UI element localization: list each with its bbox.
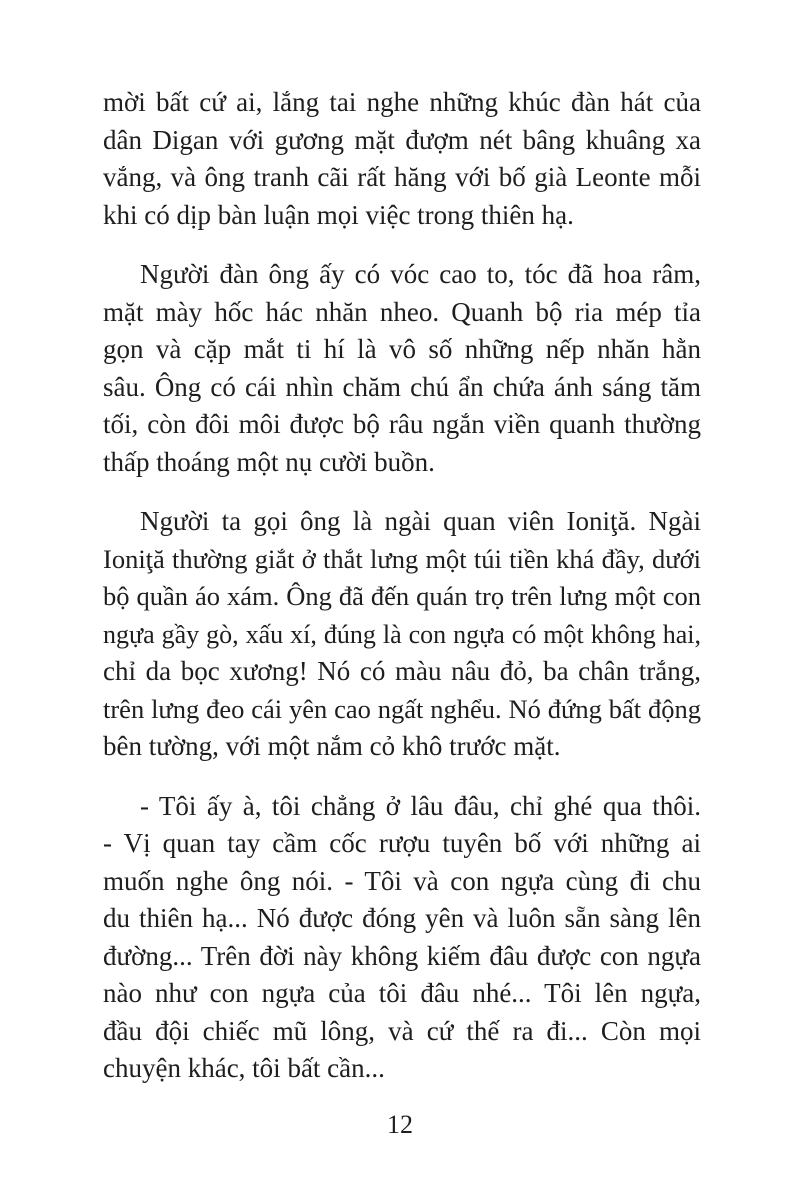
paragraph-2 [103, 256, 701, 481]
body-text [103, 84, 701, 1110]
text-line: muốn nghe ông nói. - Tôi và con ngựa cùng đi chu [103, 865, 701, 896]
text-line: chuyện khác, tôi bất cần... [103, 1053, 385, 1083]
text-line: bên tường, với một nắm cỏ khô trước mặt. [103, 731, 561, 761]
text-line: gọn và cặp mắt ti hí là vô số những nếp nhăn hằn [103, 334, 701, 364]
text-line: tối, còn đôi môi được bộ râu ngắn viền quanh thường [103, 409, 701, 439]
text-line: bộ quần áo xám. Ông đã đến quán trọ trên lưng một con [103, 581, 701, 611]
text-line: mời bất cứ ai, lắng tai nghe những khúc đàn hát của [103, 87, 701, 117]
paragraph-4 [103, 788, 701, 1088]
text-line: Ioniţă thường giắt ở thắt lưng một túi tiền khá đầy, dưới [103, 543, 701, 574]
text-line: khi có dịp bàn luận mọi việc trong thiên hạ. [103, 199, 574, 230]
text-line: mặt mày hốc hác nhăn nheo. Quanh bộ ria mép tỉa [103, 296, 701, 327]
text-line: dân Digan với gương mặt đượm nét bâng khuâng xa [103, 124, 701, 155]
text-line: thấp thoáng một nụ cười buồn. [103, 446, 435, 477]
text-line: đầu đội chiếc mũ lông, và cứ thế ra đi... Còn mọi [103, 1015, 701, 1046]
text-line: chỉ da bọc xương! Nó có màu nâu đỏ, ba chân trắng, [103, 656, 701, 686]
text-line: đường... Trên đời này không kiếm đâu được con ngựa [103, 940, 701, 971]
text-line: - Vị quan tay cầm cốc rượu tuyên bố với những ai [103, 828, 701, 858]
text-line: du thiên hạ... Nó được đóng yên và luôn sẵn sàng lên [103, 903, 701, 933]
text-line: Người đàn ông ấy có vóc cao to, tóc đã hoa râm, [140, 259, 701, 289]
text-line: ngựa gầy gò, xấu xí, đúng là con ngựa có một không hai, [103, 619, 701, 649]
paragraph-1 [103, 84, 701, 234]
page-number: 12 [387, 1110, 413, 1139]
text-line: nào như con ngựa của tôi đâu nhé... Tôi lên ngựa, [103, 978, 701, 1008]
text-line: vắng, và ông tranh cãi rất hăng với bố già Leonte mỗi [103, 162, 701, 192]
text-line: - Tôi ấy à, tôi chẳng ở lâu đâu, chỉ ghé qua thôi. [140, 790, 701, 821]
paragraph-3 [103, 503, 701, 766]
text-line: trên lưng đeo cái yên cao ngất nghểu. Nó đứng bất động [103, 693, 701, 724]
text-line: Người ta gọi ông là ngài quan viên Ioniţă. Ngài [140, 506, 701, 536]
text-line: sâu. Ông có cái nhìn chăm chú ẩn chứa ánh sáng tăm [103, 371, 701, 402]
